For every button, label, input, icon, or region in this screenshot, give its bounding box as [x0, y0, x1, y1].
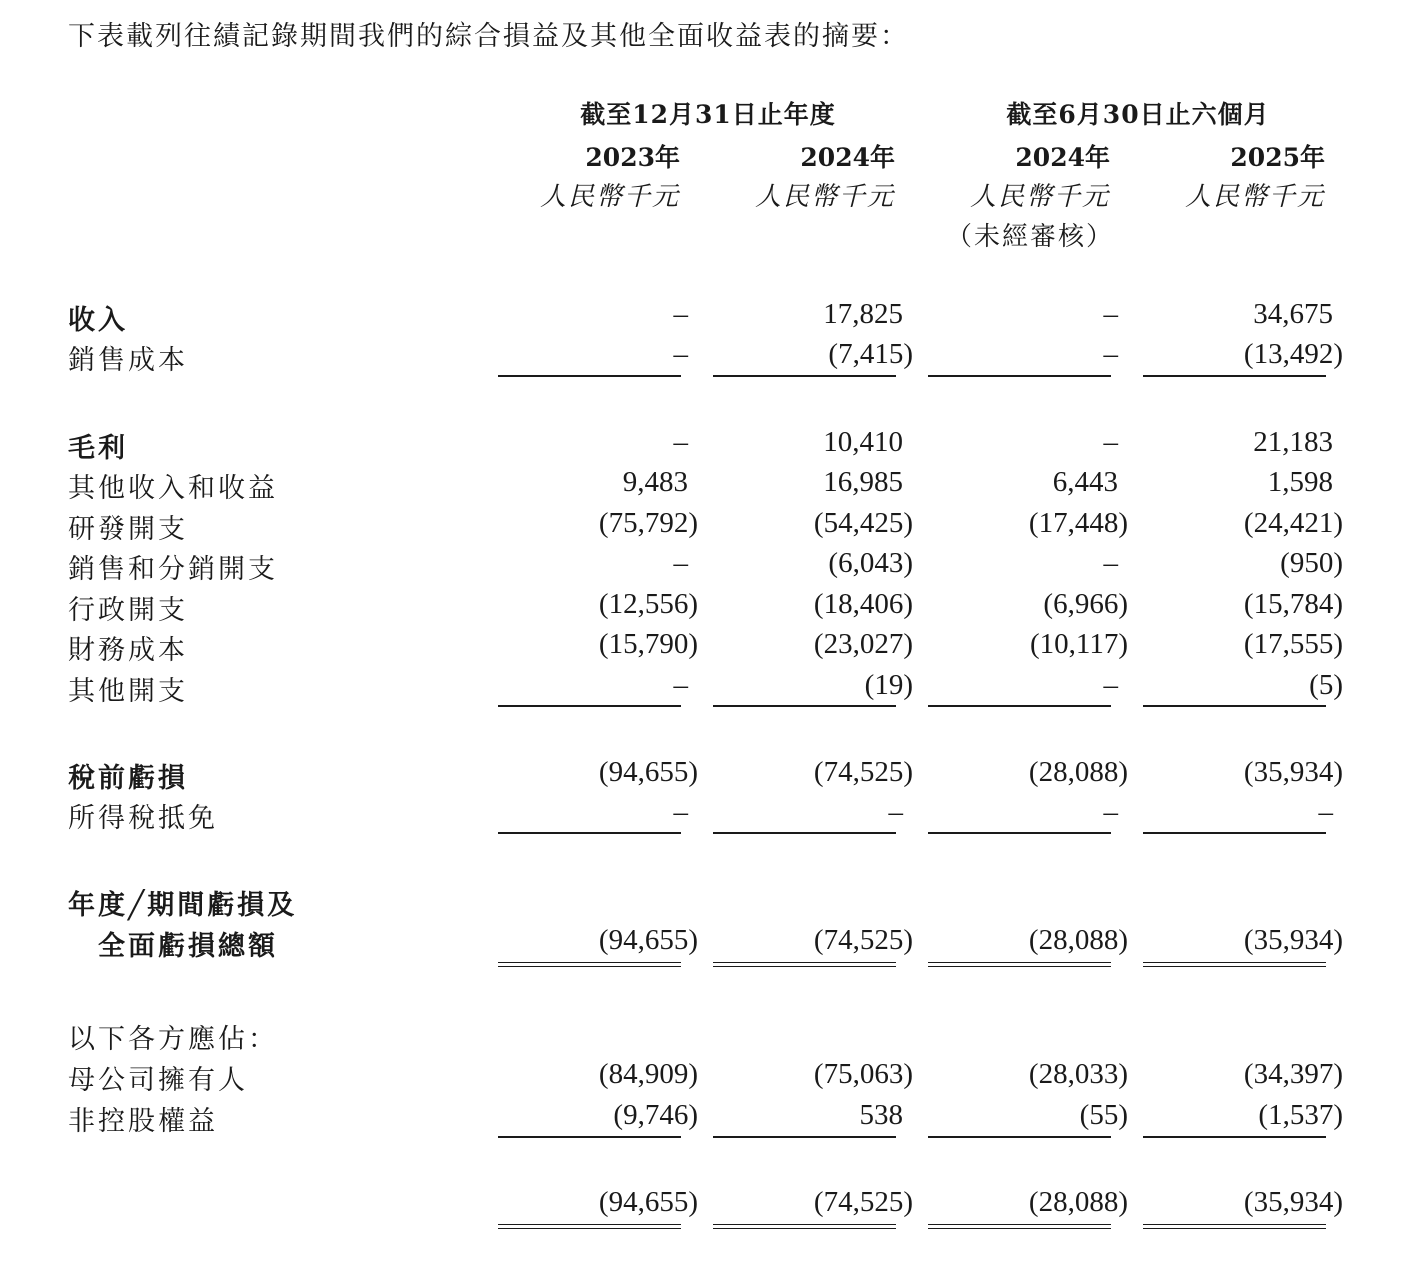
cell-tax-2024-h1: – — [1103, 796, 1118, 828]
cell-rd-2023: (75,792) — [598, 507, 698, 539]
cell-selling-2025-h1: (950) — [1280, 547, 1343, 579]
cell-nci-2024-h1: (55) — [1079, 1099, 1128, 1131]
subtotal-rule — [928, 1136, 1111, 1138]
subtotal-rule — [713, 705, 896, 707]
subtotal-rule — [1143, 705, 1326, 707]
row-label-other-income: 其他收入和收益 — [68, 473, 278, 504]
group-header-period: 截至6月30日止六個月 — [1006, 100, 1270, 129]
cell-total-loss-2025-h1: (35,934) — [1243, 924, 1343, 956]
cell-pbt-2023: (94,655) — [598, 756, 698, 788]
subtotal-rule — [1143, 375, 1326, 377]
cell-revenue-2024: 17,825 — [823, 298, 903, 330]
cell-gross-2023: – — [673, 426, 688, 458]
subtotal-rule — [928, 705, 1111, 707]
column-unit-2: 人民幣千元 — [754, 182, 895, 212]
group-header-year: 截至12月31日止年度 — [580, 100, 836, 129]
cell-rd-2025-h1: (24,421) — [1243, 507, 1343, 539]
cell-finance-2024: (23,027) — [813, 628, 913, 660]
cell-finance-2024-h1: (10,117) — [1030, 628, 1128, 660]
cell-rd-2024: (54,425) — [813, 507, 913, 539]
cell-owners-2024: (75,063) — [813, 1058, 913, 1090]
row-label-selling-expenses: 銷售和分銷開支 — [68, 554, 278, 585]
total-double-rule — [1143, 962, 1326, 967]
row-label-revenue: 收入 — [68, 305, 128, 336]
cell-owners-2024-h1: (28,033) — [1028, 1058, 1128, 1090]
row-label-other-expenses: 其他開支 — [68, 676, 188, 707]
cell-other-exp-2024: (19) — [864, 669, 913, 701]
column-year-2024: 2024年 — [800, 143, 895, 172]
row-label-total-loss-line2: 全面虧損總額 — [98, 931, 278, 962]
cell-other-exp-2025-h1: (5) — [1309, 669, 1343, 701]
cell-revenue-2025-h1: 34,675 — [1253, 298, 1333, 330]
cell-admin-2024-h1: (6,966) — [1043, 588, 1128, 620]
column-year-2025: 2025年 — [1230, 143, 1325, 172]
cell-tax-2024: – — [888, 796, 903, 828]
total-double-rule — [713, 962, 896, 967]
cell-nci-2023: (9,746) — [613, 1099, 698, 1131]
cell-grand-total-2024: (74,525) — [813, 1186, 913, 1218]
cell-total-loss-2024: (74,525) — [813, 924, 913, 956]
cell-finance-2023: (15,790) — [598, 628, 698, 660]
cell-gross-2024-h1: – — [1103, 426, 1118, 458]
cell-other-exp-2023: – — [673, 669, 688, 701]
subtotal-rule — [498, 375, 681, 377]
cell-admin-2024: (18,406) — [813, 588, 913, 620]
cell-cost-2023: – — [673, 338, 688, 370]
cell-cost-2024: (7,415) — [828, 338, 913, 370]
cell-admin-2023: (12,556) — [598, 588, 698, 620]
total-double-rule — [1143, 1224, 1326, 1229]
cell-selling-2023: – — [673, 547, 688, 579]
intro-text: 下表載列往績記錄期間我們的綜合損益及其他全面收益表的摘要： — [68, 21, 909, 52]
cell-selling-2024-h1: – — [1103, 547, 1118, 579]
total-double-rule — [928, 962, 1111, 967]
cell-grand-total-2023: (94,655) — [598, 1186, 698, 1218]
subtotal-rule — [1143, 832, 1326, 834]
cell-grand-total-2025-h1: (35,934) — [1243, 1186, 1343, 1218]
subtotal-rule — [498, 1136, 681, 1138]
cell-rd-2024-h1: (17,448) — [1028, 507, 1128, 539]
subtotal-rule — [498, 832, 681, 834]
subtotal-rule — [713, 375, 896, 377]
cell-revenue-2024-h1: – — [1103, 298, 1118, 330]
row-label-admin-expenses: 行政開支 — [68, 595, 188, 626]
cell-nci-2024: 538 — [859, 1099, 903, 1131]
cell-owners-2023: (84,909) — [598, 1058, 698, 1090]
row-label-loss-before-tax: 稅前虧損 — [68, 763, 188, 794]
column-unit-1: 人民幣千元 — [539, 182, 680, 212]
row-label-rd-expenses: 研發開支 — [68, 514, 188, 545]
column-unit-3: 人民幣千元 — [969, 182, 1110, 212]
total-double-rule — [498, 962, 681, 967]
cell-gross-2025-h1: 21,183 — [1253, 426, 1333, 458]
subtotal-rule — [1143, 1136, 1326, 1138]
cell-pbt-2024: (74,525) — [813, 756, 913, 788]
cell-gross-2024: 10,410 — [823, 426, 903, 458]
row-label-non-controlling: 非控股權益 — [68, 1106, 218, 1137]
cell-selling-2024: (6,043) — [828, 547, 913, 579]
cell-nci-2025-h1: (1,537) — [1258, 1099, 1343, 1131]
cell-pbt-2025-h1: (35,934) — [1243, 756, 1343, 788]
cell-other-income-2024-h1: 6,443 — [1052, 466, 1118, 498]
row-label-cost-of-sales: 銷售成本 — [68, 345, 188, 376]
cell-pbt-2024-h1: (28,088) — [1028, 756, 1128, 788]
cell-admin-2025-h1: (15,784) — [1243, 588, 1343, 620]
column-year-2024-interim: 2024年 — [1015, 143, 1110, 172]
cell-cost-2024-h1: – — [1103, 338, 1118, 370]
cell-other-exp-2024-h1: – — [1103, 669, 1118, 701]
row-label-gross-profit: 毛利 — [68, 433, 128, 464]
total-double-rule — [713, 1224, 896, 1229]
total-double-rule — [498, 1224, 681, 1229]
cell-grand-total-2024-h1: (28,088) — [1028, 1186, 1128, 1218]
column-unit-4: 人民幣千元 — [1184, 182, 1325, 212]
column-year-2023: 2023年 — [585, 143, 680, 172]
subtotal-rule — [928, 375, 1111, 377]
row-label-attributable-to: 以下各方應佔： — [68, 1024, 278, 1055]
cell-owners-2025-h1: (34,397) — [1243, 1058, 1343, 1090]
row-label-finance-costs: 財務成本 — [68, 635, 188, 666]
cell-other-income-2025-h1: 1,598 — [1267, 466, 1333, 498]
cell-tax-2025-h1: – — [1318, 796, 1333, 828]
cell-other-income-2024: 16,985 — [823, 466, 903, 498]
cell-other-income-2023: 9,483 — [622, 466, 688, 498]
cell-total-loss-2023: (94,655) — [598, 924, 698, 956]
cell-finance-2025-h1: (17,555) — [1243, 628, 1343, 660]
total-double-rule — [928, 1224, 1111, 1229]
cell-cost-2025-h1: (13,492) — [1243, 338, 1343, 370]
subtotal-rule — [713, 1136, 896, 1138]
unaudited-note: （未經審核） — [945, 222, 1114, 252]
cell-total-loss-2024-h1: (28,088) — [1028, 924, 1128, 956]
subtotal-rule — [498, 705, 681, 707]
row-label-owners-of-parent: 母公司擁有人 — [68, 1065, 248, 1096]
subtotal-rule — [713, 832, 896, 834]
row-label-total-loss-line1: 年度╱期間虧損及 — [68, 890, 298, 921]
subtotal-rule — [928, 832, 1111, 834]
cell-tax-2023: – — [673, 796, 688, 828]
cell-revenue-2023: – — [673, 298, 688, 330]
row-label-income-tax-credit: 所得稅抵免 — [68, 803, 218, 834]
